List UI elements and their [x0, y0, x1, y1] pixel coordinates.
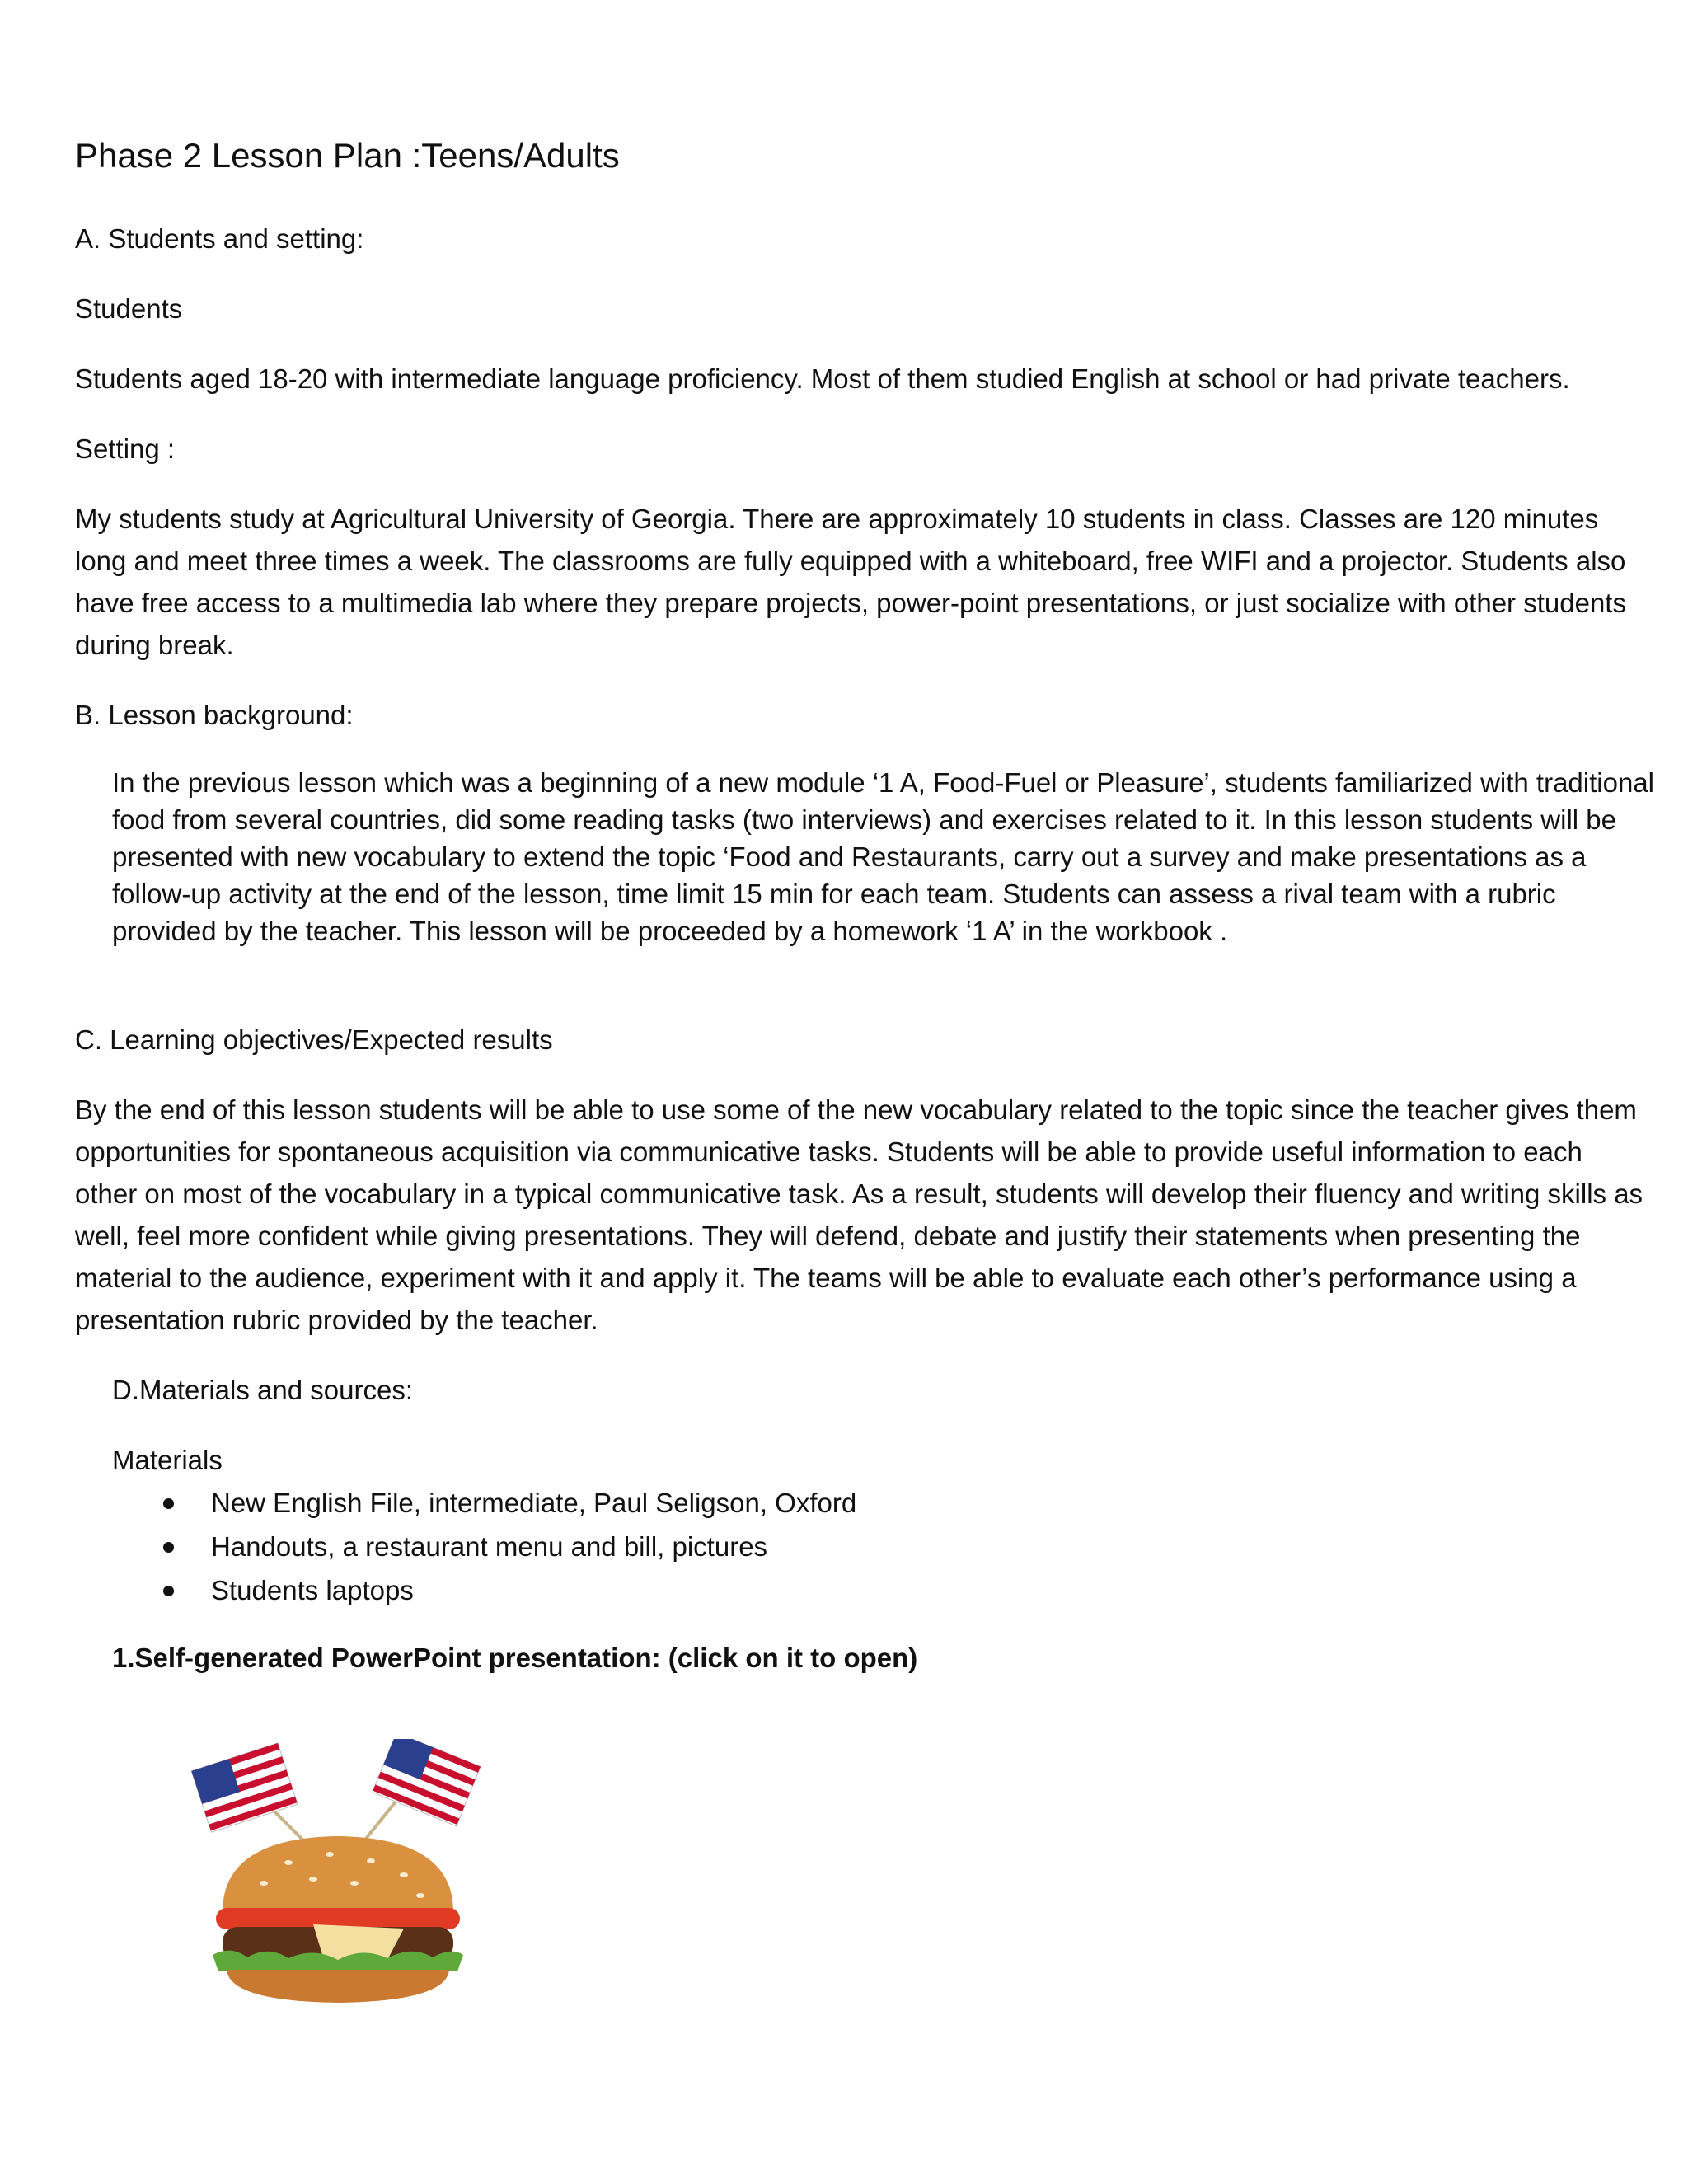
section-b-heading: B. Lesson background: — [75, 700, 354, 730]
learning-objectives-text: By the end of this lesson students will be able to use some of the new vocabulary related to the topic since the teacher gives them opportunities for spontaneous acquisition via communicative tasks. Students will be able to provide useful information to each other on most of the vocabulary in a typical communicative task. As a result, students will develop their fluency and writing skills as well, feel more confident while giving presentations. They will defend, debate and justify their statements when presenting the material to the audience, experiment with it and apply it. The teams will be able to evaluate each other’s performance using a presentation rubric provided by the teacher. — [75, 1094, 1643, 1335]
setting-label: Setting : — [75, 434, 176, 464]
bottom-bun — [227, 1970, 449, 2003]
materials-list — [75, 1481, 1658, 1612]
list-item: Students laptops — [75, 1568, 1658, 1612]
bullet-icon — [163, 1542, 174, 1553]
students-label: Students — [75, 293, 183, 324]
top-bun — [223, 1836, 453, 1912]
setting-text: My students study at Agricultural University of Georgia. There are approximately 10 students in class. Classes are 120 minutes long and meet three times a week. The classrooms are fully equipped with a whiteboard, free WIFI and a projector. Students also have free access to a multimedia lab where they prepare projects, power-point presentations, or just socialize with other students during break. — [75, 504, 1626, 660]
section-c-heading: C. Learning objectives/Expected results — [75, 1024, 553, 1055]
section-d-heading: D.Materials and sources: — [112, 1375, 413, 1405]
hamburger-image[interactable] — [190, 1739, 486, 2023]
lesson-background-text: In the previous lesson which was a beginning of a new module ‘1 A, Food-Fuel or Pleasure’, students familiarized with traditional food from several countries, did some reading tasks (two interviews) and exercises related to it. In this lesson students will be presented with new vocabulary to extend the topic ‘Food and Restaurants, carry out a survey and make presentations as a follow-up activity at the end of the lesson, time limit 15 min for each team. Students can assess a rival team with a rubric provided by the teacher. This lesson will be proceeded by a homework ‘1 A’ in the workbook . — [112, 767, 1655, 946]
list-item: Handouts, a restaurant menu and bill, pictures — [75, 1525, 1658, 1568]
document-page — [75, 132, 1658, 1707]
list-item: New English File, intermediate, Paul Seligson, Oxford — [75, 1481, 1658, 1525]
bullet-icon — [163, 1586, 174, 1596]
presentation-link[interactable]: 1.Self-generated PowerPoint presentation: (click on it to open) — [112, 1643, 918, 1673]
materials-label: Materials — [112, 1445, 223, 1475]
bullet-icon — [163, 1498, 174, 1509]
section-a-heading: A. Students and setting: — [75, 223, 364, 254]
students-text: Students aged 18-20 with intermediate language proficiency. Most of them studied English at school or had private teachers. — [75, 363, 1570, 394]
page-title: Phase 2 Lesson Plan :Teens/Adults — [75, 136, 620, 175]
